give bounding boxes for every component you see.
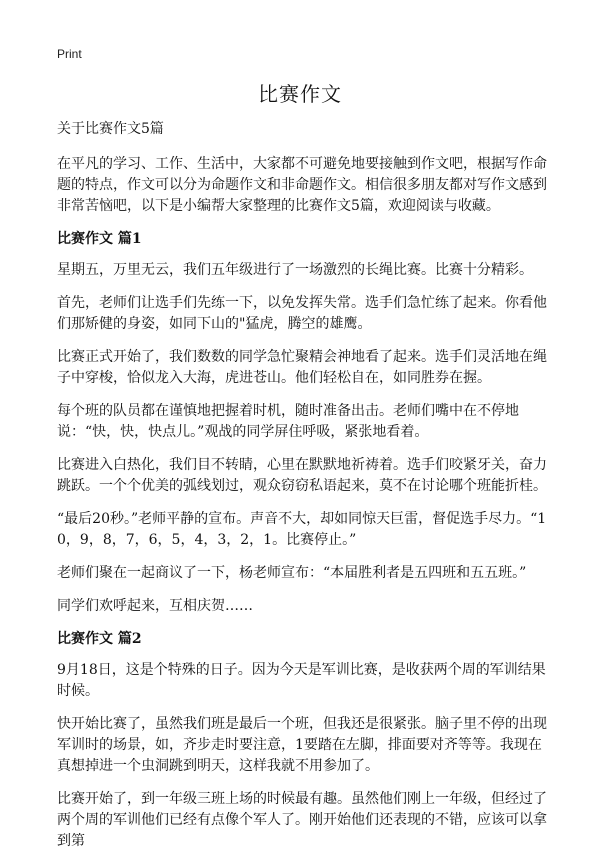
- paragraph: 老师们聚在一起商议了一下，杨老师宣布：“本届胜利者是五四班和五五班。”: [57, 565, 527, 581]
- paragraph: 每个班的队员都在谨慎地把握着时机，随时准备出击。老师们嘴中在不停地说：“快，快，快点儿。”观战的同学屏住呼吸，紧张地看着。: [57, 403, 519, 440]
- paragraph: 比赛正式开始了，我们数数的同学急忙聚精会神地看了起来。选手们灵活地在绳子中穿梭，恰似龙入大海，虎进苍山。他们轻松自在，如同胜券在握。: [57, 349, 547, 386]
- document-subtitle: 关于比赛作文5篇: [57, 121, 164, 137]
- print-label: Print: [57, 47, 82, 61]
- paragraph: 比赛开始了，到一年级三班上场的时候最有趣。虽然他们刚上一年级，但经过了两个周的军训他们已经有点像个军人了。刚开始他们还表现的不错，应该可以拿到第: [57, 791, 547, 849]
- document-body: [57, 119, 547, 864]
- document-title: 比赛作文: [258, 82, 342, 106]
- paragraph: “最后20秒。”老师平静的宣布。声音不大，却如同惊天巨雷，督促选手尽力。“10，9，8，7，6，5，4，3，2，1。比赛停止。”: [57, 511, 547, 548]
- paragraph: 星期五，万里无云，我们五年级进行了一场激烈的长绳比赛。比赛十分精彩。: [57, 262, 533, 278]
- intro-paragraph: 在平凡的学习、工作、生活中，大家都不可避免地要接触到作文吧，根据写作命题的特点，作文可以分为命题作文和非命题作文。相信很多朋友都对写作文感到非常苦恼吧，以下是小编帮大家整理的比赛作文5篇，欢迎阅读与收藏。: [57, 156, 547, 214]
- section-heading: 比赛作文 篇1: [57, 231, 142, 247]
- paragraph: 同学们欢呼起来，互相庆贺……: [57, 598, 253, 614]
- paragraph: 快开始比赛了，虽然我们班是最后一个班，但我还是很紧张。脑子里不停的出现军训时的场景，如，齐步走时要注意，1要踏在左脚，排面要对齐等等。我现在真想掉进一个虫洞跳到明天，这样我就不用参加了。: [57, 716, 547, 774]
- paragraph: 比赛进入白热化，我们目不转睛，心里在默默地祈祷着。选手们咬紧牙关，奋力跳跃。一个个优美的弧线划过，观众窃窃私语起来，莫不在讨论哪个班能折桂。: [57, 457, 547, 494]
- paragraph: 9月18日，这是个特殊的日子。因为今天是军训比赛，是收获两个周的军训结果时候。: [57, 662, 546, 699]
- section-heading: 比赛作文 篇2: [57, 631, 142, 647]
- paragraph: 首先，老师们让选手们先练一下，以免发挥失常。选手们急忙练了起来。你看他们那矫健的身姿，如同下山的"猛虎，腾空的雄鹰。: [57, 295, 547, 332]
